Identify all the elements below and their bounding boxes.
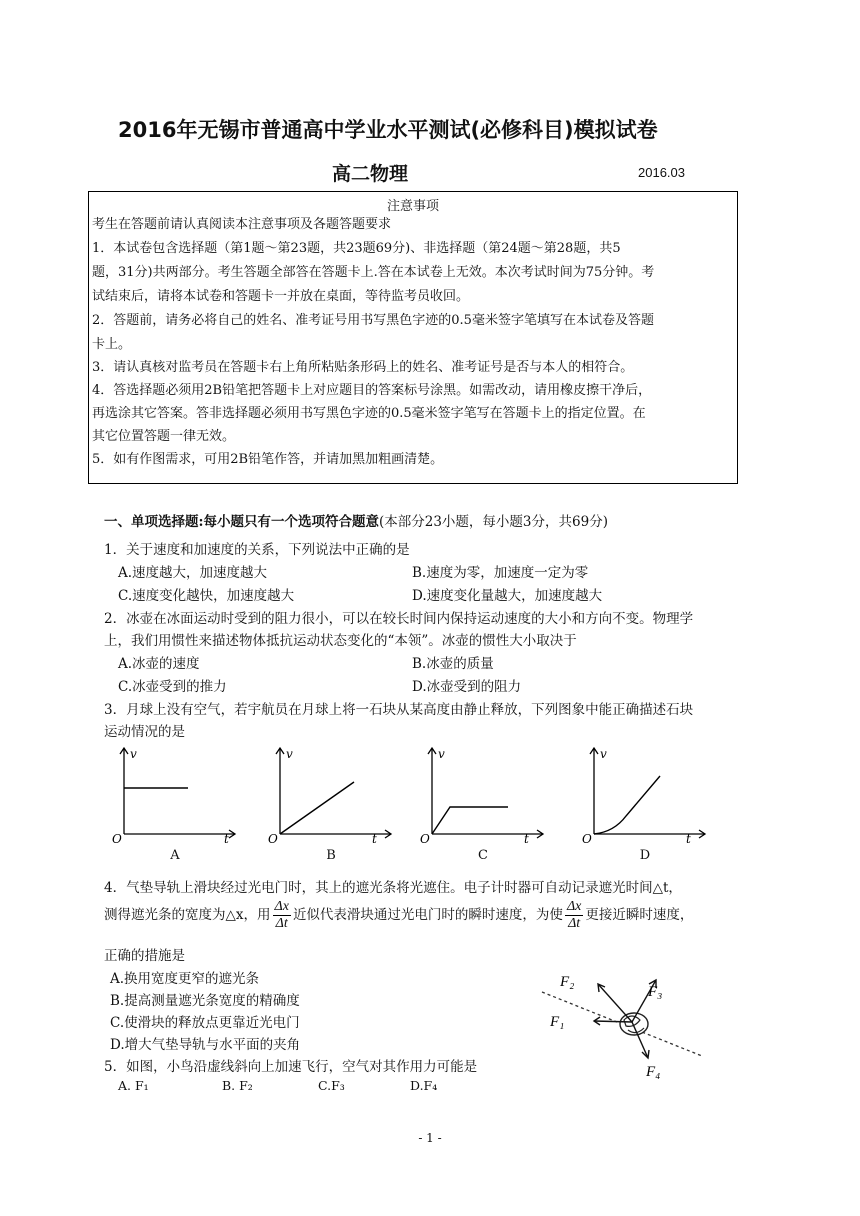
q3-graph-b xyxy=(266,744,396,869)
force-label-f3: F₃ xyxy=(648,984,663,1000)
q2-option-a: A.冰壶的速度 xyxy=(118,656,200,672)
q3-stem-line1: 3．月球上没有空气，若宇航员在月球上将一石块从某高度由静止释放，下列图象中能正确描述石块 xyxy=(104,702,694,718)
q5-option-b: B. F₂ xyxy=(222,1078,253,1093)
section-heading-main: 一、单项选择题:每小题只有一个选项符合题意 xyxy=(104,514,379,530)
origin-label: O xyxy=(582,832,592,844)
q4-stem-line2 xyxy=(104,899,693,932)
q3-graph-c xyxy=(418,744,548,869)
q1-option-a: A.速度越大，加速度越大 xyxy=(118,565,268,581)
q5-stem: 5．如图，小鸟沿虚线斜向上加速飞行，空气对其作用力可能是 xyxy=(104,1059,478,1075)
origin-label: O xyxy=(268,832,278,844)
notice-line: 题，31分)共两部分。考生答题全部答在答题卡上.答在本试卷上无效。本次考试时间为75分钟。考 xyxy=(92,265,655,280)
q5-option-c: C.F₃ xyxy=(318,1078,345,1093)
frac-numerator: Δx xyxy=(566,899,582,914)
force-label-f1: F₁ xyxy=(550,1014,565,1030)
axis-v-label: v xyxy=(438,747,445,761)
exam-title: 2016年无锡市普通高中学业水平测试(必修科目)模拟试卷 xyxy=(118,118,658,142)
q4-stem-line3: 正确的措施是 xyxy=(104,948,185,964)
q4-stem-part3: 更接近瞬时速度， xyxy=(585,907,694,923)
notice-line: 再选涂其它答案。答非选择题必须用书写黑色字迹的0.5毫米签字笔写在答题卡上的指定位置。在 xyxy=(92,406,646,421)
notice-line: 4．答选择题必须用2B铅笔把答题卡上对应题目的答案标号涂黑。如需改动，请用橡皮擦干净后， xyxy=(92,383,652,398)
force-label-f4: F₄ xyxy=(646,1064,661,1080)
notice-box xyxy=(88,191,738,484)
q1-option-c: C.速度变化越快，加速度越大 xyxy=(118,588,295,604)
axis-v-label: v xyxy=(286,747,293,761)
bird-icon xyxy=(620,1013,648,1035)
q5-option-a: A. F₁ xyxy=(118,1078,149,1093)
q3-graph-d xyxy=(580,744,710,869)
force-label-f2: F₂ xyxy=(560,974,575,990)
axis-v-label: v xyxy=(600,747,607,761)
notice-line: 其它位置答题一律无效。 xyxy=(92,429,236,444)
q5-option-d: D.F₄ xyxy=(410,1078,438,1093)
origin-label: O xyxy=(420,832,430,844)
origin-label: O xyxy=(112,832,122,844)
q4-option-b: B.提高测量遮光条宽度的精确度 xyxy=(110,993,300,1009)
graph-label: B xyxy=(326,848,336,863)
axis-v-label: v xyxy=(130,747,137,761)
q4-stem-line1: 4．气垫导轨上滑块经过光电门时，其上的遮光条将光遮住。电子计时器可自动记录遮光时间△t， xyxy=(104,880,682,896)
q4-option-c: C.使滑块的释放点更靠近光电门 xyxy=(110,1015,300,1031)
page-number: - 1 - xyxy=(418,1131,442,1145)
q1-option-b: B.速度为零，加速度一定为零 xyxy=(412,565,589,581)
notice-line: 3．请认真核对监考员在答题卡右上角所粘贴条形码上的姓名、准考证号是否与本人的相符合。 xyxy=(92,360,634,375)
q1-stem: 1．关于速度和加速度的关系，下列说法中正确的是 xyxy=(104,542,410,558)
graph-label: C xyxy=(478,848,488,863)
graph-label: D xyxy=(639,848,651,863)
frac-numerator: Δx xyxy=(274,899,289,914)
notice-line: 卡上。 xyxy=(92,337,132,352)
notice-line: 考生在答题前请认真阅读本注意事项及各题答题要求 xyxy=(92,217,392,232)
q1-option-d: D.速度变化量越大，加速度越大 xyxy=(412,588,603,604)
notice-line: 试结束后，请将本试卷和答题卡一并放在桌面，等待监考员收回。 xyxy=(92,289,470,304)
axis-t-label: t xyxy=(524,832,529,844)
q2-stem-line2: 上，我们用惯性来描述物体抵抗运动状态变化的“本领”。冰壶的惯性大小取决于 xyxy=(104,633,577,649)
bird-force-diagram xyxy=(536,962,708,1084)
q3-stem-line2: 运动情况的是 xyxy=(104,724,185,740)
q4-option-a: A.换用宽度更窄的遮光条 xyxy=(110,971,260,987)
q4-stem-part2: 近似代表滑块通过光电门时的瞬时速度，为使 xyxy=(292,907,563,923)
q4-stem-part1: 测得遮光条的宽度为△x，用 xyxy=(104,907,271,923)
graph-label: A xyxy=(170,848,180,863)
q3-graph-a xyxy=(110,744,240,869)
q4-option-d: D.增大气垫导轨与水平面的夹角 xyxy=(110,1037,301,1053)
q2-option-b: B.冰壶的质量 xyxy=(412,656,494,672)
axis-t-label: t xyxy=(224,832,229,844)
q2-option-d: D.冰壶受到的阻力 xyxy=(412,679,522,695)
q2-option-c: C.冰壶受到的推力 xyxy=(118,679,227,695)
frac-denominator: Δt xyxy=(275,916,288,931)
axis-t-label: t xyxy=(686,832,691,844)
notice-title: 注意事项 xyxy=(386,199,439,214)
section-heading xyxy=(104,510,608,530)
axis-t-label: t xyxy=(372,832,377,844)
q2-stem-line1: 2．冰壶在冰面运动时受到的阻力很小，可以在较长时间内保持运动速度的大小和方向不变。物理学 xyxy=(104,611,694,627)
section-heading-detail: (本部分23小题，每小题3分，共69分) xyxy=(378,514,608,530)
q4-fraction-1 xyxy=(273,899,291,932)
exam-date: 2016.03 xyxy=(638,165,685,180)
notice-line: 2．答题前，请务必将自己的姓名、准考证号用书写黑色字迹的0.5毫米签字笔填写在本试卷及答题 xyxy=(92,313,654,328)
exam-subtitle: 高二物理 xyxy=(332,163,409,185)
notice-line: 1．本试卷包含选择题（第1题～第23题，共23题69分)、非选择题（第24题～第28题，共5 xyxy=(92,241,621,256)
notice-line: 5．如有作图需求，可用2B铅笔作答，并请加黑加粗画清楚。 xyxy=(92,452,444,467)
frac-denominator: Δt xyxy=(568,916,581,931)
q4-fraction-2 xyxy=(565,899,583,932)
